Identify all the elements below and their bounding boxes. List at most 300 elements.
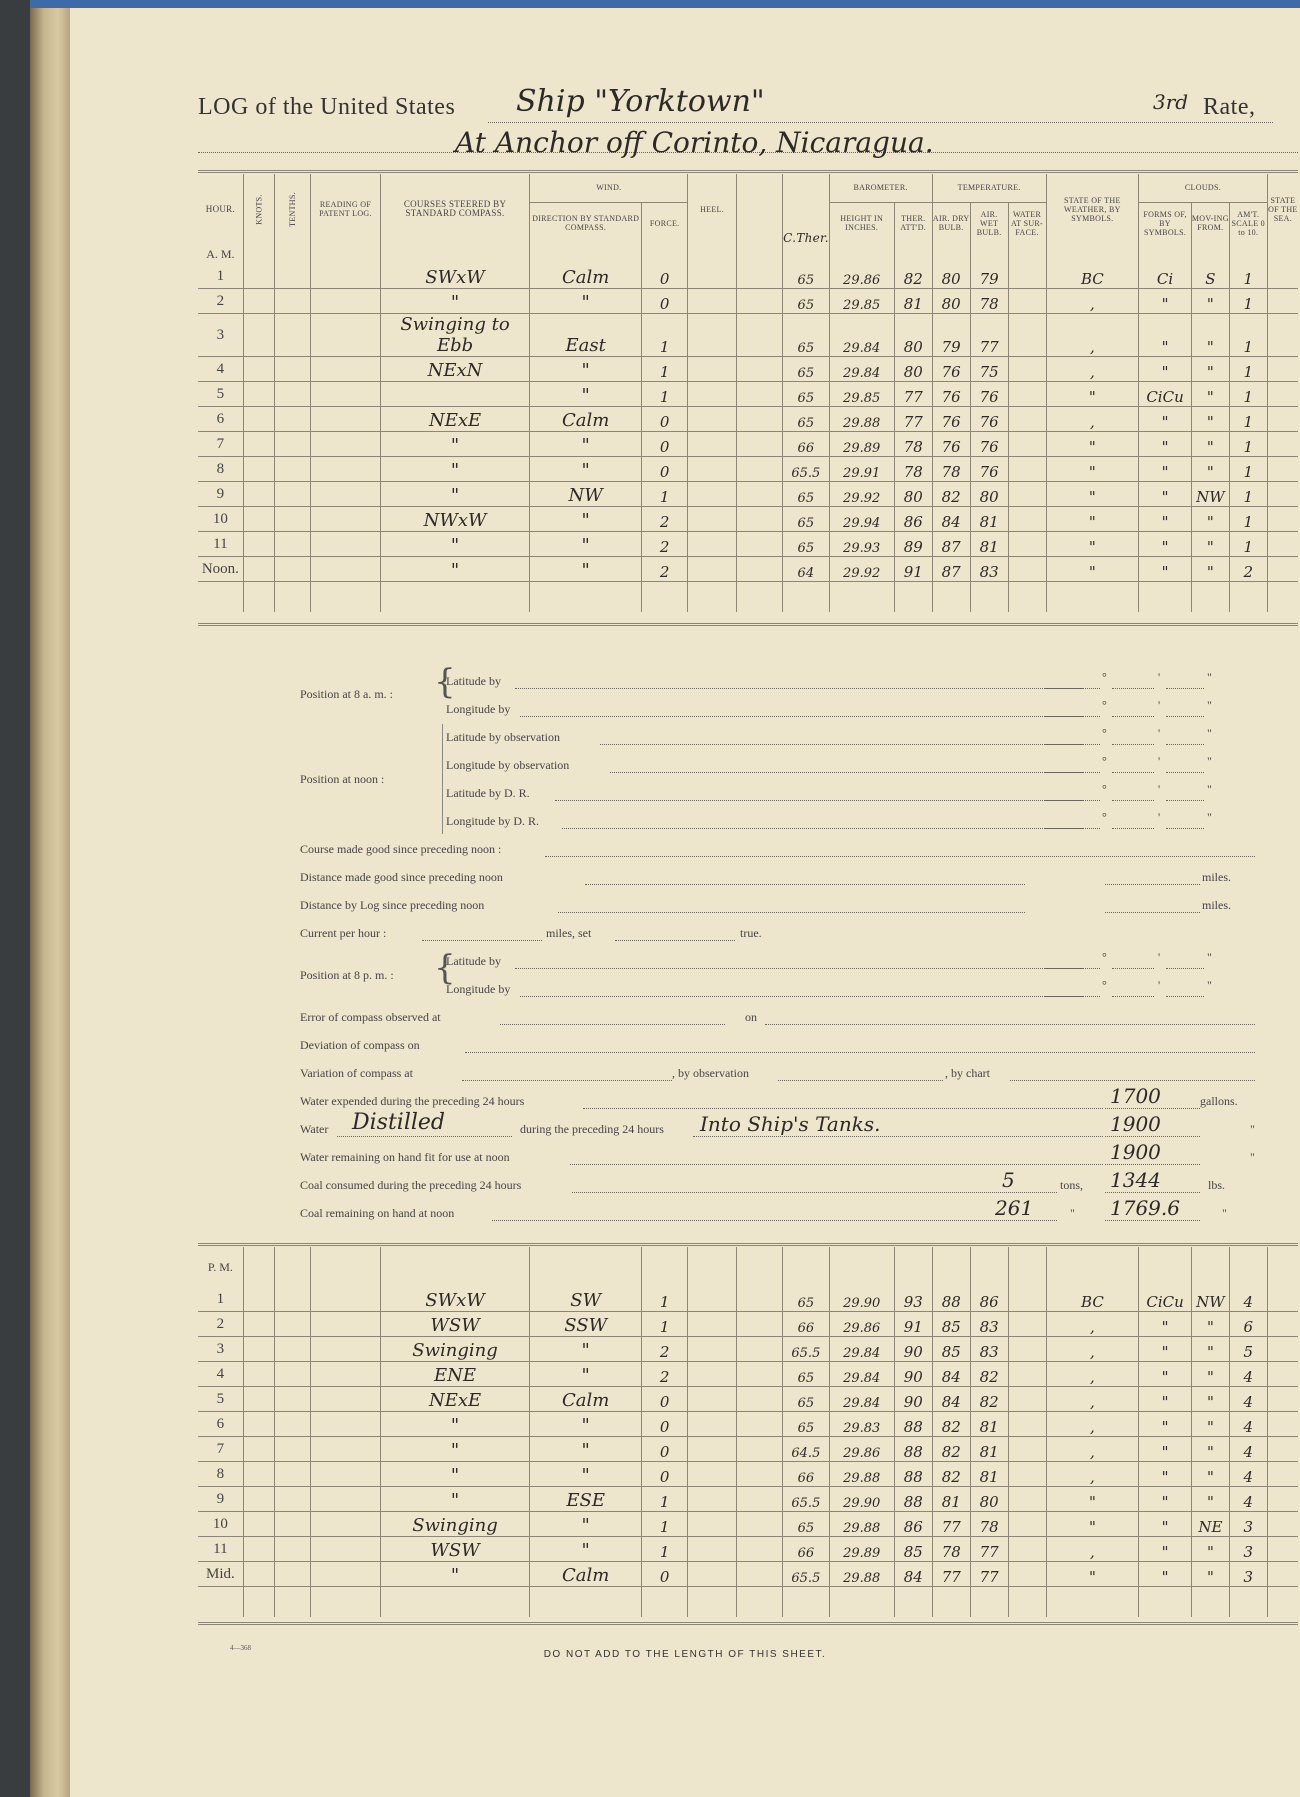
pm-moving-cell: " [1191, 1362, 1229, 1387]
title-printed: LOG of the United States [198, 94, 456, 120]
pm-empty-cell [275, 1512, 311, 1537]
pm-course-cell: " [380, 1487, 530, 1512]
pm-empty-cell [275, 1462, 311, 1487]
pm-extra-cell: 66 [783, 1462, 829, 1487]
am-baro-cell: 29.86 [829, 264, 894, 289]
dist-made-label: Distance made good since preceding noon [300, 870, 503, 884]
pm-empty-cell [1008, 1537, 1046, 1562]
pm-forms-cell: " [1139, 1562, 1192, 1587]
coord-sec-mark: " [1207, 810, 1212, 824]
pos-8pm-label: Position at 8 p. m. : [300, 968, 394, 982]
am-ther-cell: 78 [894, 457, 932, 482]
am-forms-cell: " [1139, 532, 1192, 557]
water-during-label: during the preceding 24 hours [520, 1122, 664, 1136]
am-ther-cell: 89 [894, 532, 932, 557]
col-ther-attd: THER. ATT'D. [894, 202, 932, 244]
pm-forms-cell: " [1139, 1412, 1192, 1437]
water-method: Distilled [352, 1110, 446, 1135]
coal-consumed-label: Coal consumed during the preceding 24 hours [300, 1178, 522, 1192]
pm-dry-cell: 84 [932, 1387, 970, 1412]
am-weather-cell: , [1046, 357, 1139, 382]
am-hour-cell: 5 [198, 382, 243, 407]
pm-baro-cell: 29.90 [829, 1287, 894, 1312]
log-sheet [70, 8, 1300, 1797]
pm-amount-cell: 3 [1229, 1512, 1267, 1537]
am-empty-cell [243, 482, 275, 507]
pos-8pm-lat-label: Latitude by [446, 954, 501, 968]
pm-course-cell: " [380, 1562, 530, 1587]
am-course-cell: SWxW [380, 264, 530, 289]
pm-amount-cell: 4 [1229, 1387, 1267, 1412]
water-remaining-value: 1900 [1110, 1140, 1161, 1164]
pm-empty-cell [1008, 1387, 1046, 1412]
pm-empty-cell [688, 1512, 736, 1537]
pm-empty-cell [275, 1337, 311, 1362]
am-hour-cell: 2 [198, 289, 243, 314]
pm-hour-cell: 11 [198, 1537, 243, 1562]
am-moving-cell: NW [1191, 482, 1229, 507]
col-sea: STATE OF THE SEA. [1267, 174, 1298, 244]
pm-ther-cell: 88 [894, 1487, 932, 1512]
pm-amount-cell: 4 [1229, 1462, 1267, 1487]
pm-course-cell: WSW [380, 1312, 530, 1337]
pm-ther-cell: 90 [894, 1362, 932, 1387]
pm-weather-cell: " [1046, 1562, 1139, 1587]
pm-dry-cell: 82 [932, 1437, 970, 1462]
pm-empty-cell [736, 1487, 782, 1512]
lon-obs-label: Longitude by observation [446, 758, 570, 772]
am-baro-cell: 29.85 [829, 382, 894, 407]
water-distilled-value: 1900 [1110, 1112, 1161, 1136]
pm-ther-cell: 84 [894, 1562, 932, 1587]
col-air-dry: AIR. DRY BULB. [932, 202, 970, 244]
am-empty-cell [243, 264, 275, 289]
pm-course-cell: Swinging [380, 1337, 530, 1362]
am-baro-cell: 29.85 [829, 289, 894, 314]
pm-empty-cell [1008, 1562, 1046, 1587]
pm-wet-cell: 86 [970, 1287, 1008, 1312]
col-wind-direction: DIRECTION BY STANDARD COMPASS. [530, 202, 642, 244]
am-baro-cell: 29.94 [829, 507, 894, 532]
am-dry-cell: 78 [932, 457, 970, 482]
pm-force-cell: 1 [642, 1487, 688, 1512]
pm-empty-cell [1008, 1462, 1046, 1487]
pm-empty-cell [1267, 1437, 1298, 1462]
am-course-cell: " [380, 557, 530, 582]
pm-weather-cell: , [1046, 1312, 1139, 1337]
pm-force-cell: 2 [642, 1337, 688, 1362]
am-moving-cell: " [1191, 432, 1229, 457]
coord-sec-mark: " [1207, 670, 1212, 684]
pm-force-cell: 1 [642, 1512, 688, 1537]
coal-consumed-lbs-unit: lbs. [1208, 1178, 1226, 1192]
pm-baro-cell: 29.86 [829, 1437, 894, 1462]
am-wind-dir-cell: Calm [530, 264, 642, 289]
pm-empty-cell [243, 1312, 275, 1337]
am-empty-cell [243, 557, 275, 582]
am-empty-cell [243, 314, 275, 357]
pm-moving-cell: " [1191, 1487, 1229, 1512]
am-wind-dir-cell: " [530, 357, 642, 382]
am-weather-cell: , [1046, 289, 1139, 314]
am-ther-cell: 81 [894, 289, 932, 314]
am-ther-cell: 78 [894, 432, 932, 457]
coal-consumed-tons-unit: tons, [1060, 1178, 1084, 1192]
error-compass-on: on [745, 1010, 757, 1024]
coal-consumed-lbs: 1344 [1110, 1168, 1161, 1192]
pm-moving-cell: " [1191, 1387, 1229, 1412]
footer-notice: DO NOT ADD TO THE LENGTH OF THIS SHEET. [543, 1649, 827, 1660]
am-ther-cell: 91 [894, 557, 932, 582]
am-force-cell: 0 [642, 457, 688, 482]
pm-empty-cell [275, 1362, 311, 1387]
pm-amount-cell: 4 [1229, 1362, 1267, 1387]
col-cloud-moving: MOV-ING FROM. [1191, 202, 1229, 244]
am-dry-cell: 82 [932, 482, 970, 507]
coord-sec-mark: " [1207, 698, 1212, 712]
am-amount-cell: 1 [1229, 432, 1267, 457]
pm-row [198, 1437, 1298, 1462]
am-empty-cell [243, 432, 275, 457]
current-label: Current per hour : [300, 926, 387, 940]
am-empty-cell [243, 457, 275, 482]
am-wet-cell: 80 [970, 482, 1008, 507]
pm-ther-cell: 88 [894, 1437, 932, 1462]
am-wind-dir-cell: " [530, 289, 642, 314]
pm-empty-cell [1267, 1362, 1298, 1387]
water-distilled-ditto: " [1250, 1122, 1255, 1136]
coord-sec-mark: " [1207, 754, 1212, 768]
coal-remaining-tons: 261 [995, 1196, 1034, 1220]
am-moving-cell: " [1191, 532, 1229, 557]
coal-remaining-ditto: " [1070, 1206, 1075, 1220]
pm-extra-cell: 65.5 [783, 1487, 829, 1512]
lat-dr-label: Latitude by D. R. [446, 786, 530, 800]
am-force-cell: 2 [642, 557, 688, 582]
pm-dry-cell: 77 [932, 1512, 970, 1537]
am-extra-cell: 65.5 [783, 457, 829, 482]
am-dry-cell: 80 [932, 289, 970, 314]
pm-dry-cell: 81 [932, 1487, 970, 1512]
pm-empty-cell [243, 1462, 275, 1487]
pm-dry-cell: 85 [932, 1337, 970, 1362]
pm-empty-cell [688, 1362, 736, 1387]
am-dry-cell: 76 [932, 357, 970, 382]
pm-row [198, 1362, 1298, 1387]
pm-course-cell: NExE [380, 1387, 530, 1412]
am-extra-cell: 65 [783, 407, 829, 432]
am-course-cell: " [380, 432, 530, 457]
pm-label: P. M. [207, 1259, 233, 1274]
pm-wet-cell: 81 [970, 1462, 1008, 1487]
am-forms-cell: " [1139, 314, 1192, 357]
am-weather-cell: " [1046, 482, 1139, 507]
pm-amount-cell: 6 [1229, 1312, 1267, 1337]
pm-empty-cell [243, 1512, 275, 1537]
pm-empty-cell [688, 1412, 736, 1437]
col-courses: COURSES STEERED BY STANDARD COMPASS. [380, 174, 530, 244]
dist-log-miles: miles. [1202, 898, 1231, 912]
pm-empty-cell [243, 1412, 275, 1437]
am-extra-cell: 65 [783, 382, 829, 407]
pm-empty-cell [1267, 1312, 1298, 1337]
am-course-cell: Swinging to Ebb [380, 314, 530, 357]
pm-empty-cell [243, 1362, 275, 1387]
am-hour-cell: Noon. [198, 557, 243, 582]
pm-amount-cell: 4 [1229, 1412, 1267, 1437]
pm-force-cell: 0 [642, 1412, 688, 1437]
am-empty-cell [243, 507, 275, 532]
pm-bottom-rule [198, 1622, 1298, 1625]
variation-by-chart: , by chart [945, 1066, 990, 1080]
pm-empty-cell [688, 1562, 736, 1587]
am-baro-cell: 29.93 [829, 532, 894, 557]
pm-empty-cell [311, 1562, 381, 1587]
am-force-cell: 1 [642, 482, 688, 507]
pm-extra-cell: 66 [783, 1537, 829, 1562]
pm-ther-cell: 85 [894, 1537, 932, 1562]
pm-empty-cell [1267, 1287, 1298, 1312]
pm-empty-cell [688, 1287, 736, 1312]
am-amount-cell: 1 [1229, 289, 1267, 314]
pm-course-cell: SWxW [380, 1287, 530, 1312]
pm-hour-cell: 1 [198, 1287, 243, 1312]
am-moving-cell: " [1191, 314, 1229, 357]
pm-ther-cell: 88 [894, 1412, 932, 1437]
pm-weather-cell: , [1046, 1337, 1139, 1362]
am-force-cell: 0 [642, 432, 688, 457]
coord-sec-mark: " [1207, 950, 1212, 964]
col-weather: STATE OF THE WEATHER, BY SYMBOLS. [1046, 174, 1139, 244]
am-ther-cell: 86 [894, 507, 932, 532]
error-compass-label: Error of compass observed at [300, 1010, 441, 1024]
am-ther-cell: 80 [894, 482, 932, 507]
pm-empty-cell [1267, 1337, 1298, 1362]
pm-forms-cell: " [1139, 1462, 1192, 1487]
position-form: Position at 8 a. m. : { Latitude by Longitude by Position at noon : Latitude by observation Longitude by observation Latitude by D. R. Longitude by D. R. Course made good since preceding noon : Distance made good since preceding noon miles. Distance by Log since preceding noon miles. Current per hour : miles, set true. Position at 8 p. m. : { Latitude by Longitude by Error of compass observed at on Deviation of compass on Variation of compass at , by observation , by chart Water expended during the preceding 24 hours 1700 gallons. Water Distilled during the preceding 24 hours Into Ship's Tanks. 1900 " Water remaining on hand fit for use at noon 1900 " Coal consumed during the preceding 24 hours 5 tons, 1344 lbs. Coal remaining on hand at noon 261 " 1769.6 " ° ' " ° ' " ° ' " ° ' " ° ' " ° ' " ° ' " ° ' " [300, 662, 1255, 1220]
am-hour-cell: 6 [198, 407, 243, 432]
am-extra-cell: 65 [783, 507, 829, 532]
pm-row [198, 1412, 1298, 1437]
pm-wind-dir-cell: Calm [530, 1387, 642, 1412]
pm-ther-cell: 86 [894, 1512, 932, 1537]
pm-hour-cell: 4 [198, 1362, 243, 1387]
coord-deg-mark: ° [1102, 726, 1107, 740]
pm-wet-cell: 78 [970, 1512, 1008, 1537]
pm-empty-cell [1267, 1462, 1298, 1487]
pm-hour-cell: 9 [198, 1487, 243, 1512]
pm-empty-cell [1008, 1437, 1046, 1462]
pm-extra-cell: 66 [783, 1312, 829, 1337]
am-wet-cell: 78 [970, 289, 1008, 314]
am-wet-cell: 76 [970, 432, 1008, 457]
pm-force-cell: 0 [642, 1437, 688, 1462]
pm-baro-cell: 29.84 [829, 1362, 894, 1387]
am-extra-cell: 65 [783, 264, 829, 289]
pm-hour-cell: 2 [198, 1312, 243, 1337]
pm-wind-dir-cell: " [530, 1512, 642, 1537]
am-hour-cell: 8 [198, 457, 243, 482]
pm-row [198, 1287, 1298, 1312]
pm-force-cell: 1 [642, 1287, 688, 1312]
pm-moving-cell: " [1191, 1412, 1229, 1437]
pm-wet-cell: 77 [970, 1562, 1008, 1587]
pm-ther-cell: 88 [894, 1462, 932, 1487]
pm-wet-cell: 83 [970, 1312, 1008, 1337]
pm-course-cell: " [380, 1462, 530, 1487]
pm-empty-cell [243, 1537, 275, 1562]
pm-extra-cell: 65.5 [783, 1562, 829, 1587]
pm-course-cell: " [380, 1412, 530, 1437]
am-wet-cell: 76 [970, 457, 1008, 482]
am-forms-cell: " [1139, 407, 1192, 432]
pm-wet-cell: 80 [970, 1487, 1008, 1512]
am-baro-cell: 29.91 [829, 457, 894, 482]
am-weather-cell: , [1046, 314, 1139, 357]
pm-spacer-row [198, 1587, 1298, 1617]
pm-ther-cell: 90 [894, 1387, 932, 1412]
pm-forms-cell: " [1139, 1437, 1192, 1462]
am-amount-cell: 1 [1229, 532, 1267, 557]
pm-course-cell: ENE [380, 1362, 530, 1387]
pm-wet-cell: 82 [970, 1387, 1008, 1412]
pm-empty-cell [1267, 1387, 1298, 1412]
pm-baro-cell: 29.86 [829, 1312, 894, 1337]
am-ther-cell: 80 [894, 314, 932, 357]
pm-weather-cell: , [1046, 1412, 1139, 1437]
water-label: Water [300, 1122, 329, 1136]
am-dry-cell: 80 [932, 264, 970, 289]
pm-empty-cell [1008, 1362, 1046, 1387]
water-expended-label: Water expended during the preceding 24 hours [300, 1094, 525, 1108]
am-baro-cell: 29.92 [829, 482, 894, 507]
pm-amount-cell: 3 [1229, 1537, 1267, 1562]
am-wet-cell: 76 [970, 407, 1008, 432]
am-extra-cell: 66 [783, 432, 829, 457]
pm-amount-cell: 4 [1229, 1287, 1267, 1312]
pm-empty-cell [1267, 1537, 1298, 1562]
pm-dry-cell: 77 [932, 1562, 970, 1587]
lat-obs-label: Latitude by observation [446, 730, 560, 744]
am-forms-cell: " [1139, 289, 1192, 314]
pm-empty-cell [311, 1412, 381, 1437]
pm-forms-cell: " [1139, 1337, 1192, 1362]
pm-row [198, 1312, 1298, 1337]
am-amount-cell: 1 [1229, 482, 1267, 507]
ship-location: At Anchor off Corinto, Nicaragua. [455, 126, 934, 159]
am-baro-cell: 29.84 [829, 314, 894, 357]
pm-ther-cell: 93 [894, 1287, 932, 1312]
dist-made-miles: miles. [1202, 870, 1231, 884]
pm-wind-dir-cell: " [530, 1437, 642, 1462]
current-miles-set: miles, set [546, 926, 592, 940]
am-empty-cell [243, 532, 275, 557]
pm-empty-cell [736, 1387, 782, 1412]
pm-weather-cell: , [1046, 1362, 1139, 1387]
col-knots: KNOTS. [243, 174, 275, 244]
pm-row [198, 1337, 1298, 1362]
am-weather-cell: " [1046, 432, 1139, 457]
am-wind-dir-cell: " [530, 382, 642, 407]
am-wet-cell: 83 [970, 557, 1008, 582]
pm-row [198, 1537, 1298, 1562]
am-hour-cell: 3 [198, 314, 243, 357]
pm-empty-cell [688, 1337, 736, 1362]
am-force-cell: 0 [642, 264, 688, 289]
coord-deg-mark: ° [1102, 754, 1107, 768]
pm-moving-cell: NE [1191, 1512, 1229, 1537]
am-amount-cell: 1 [1229, 457, 1267, 482]
am-wet-cell: 79 [970, 264, 1008, 289]
pm-dry-cell: 78 [932, 1537, 970, 1562]
col-barometer: BAROMETER. [829, 174, 932, 202]
pm-weather-cell: , [1046, 1387, 1139, 1412]
am-moving-cell: S [1191, 264, 1229, 289]
am-moving-cell: " [1191, 507, 1229, 532]
am-wet-cell: 77 [970, 314, 1008, 357]
am-ther-cell: 80 [894, 357, 932, 382]
pm-wind-dir-cell: SSW [530, 1312, 642, 1337]
am-ther-cell: 77 [894, 382, 932, 407]
pm-empty-cell [311, 1287, 381, 1312]
pm-empty-cell [311, 1362, 381, 1387]
pm-force-cell: 0 [642, 1462, 688, 1487]
am-baro-cell: 29.89 [829, 432, 894, 457]
am-moving-cell: " [1191, 289, 1229, 314]
pm-force-cell: 0 [642, 1387, 688, 1412]
pm-empty-cell [275, 1537, 311, 1562]
pm-label-row [198, 1247, 1298, 1287]
coord-min-mark: ' [1158, 978, 1161, 992]
am-wind-dir-cell: NW [530, 482, 642, 507]
pm-rows [198, 1247, 1298, 1617]
pm-dry-cell: 85 [932, 1312, 970, 1337]
pm-empty-cell [688, 1487, 736, 1512]
pm-empty-cell [275, 1562, 311, 1587]
am-hour-cell: 4 [198, 357, 243, 382]
pos-8am-lon-label: Longitude by [446, 702, 511, 716]
pm-force-cell: 2 [642, 1362, 688, 1387]
pm-wind-dir-cell: Calm [530, 1562, 642, 1587]
water-remaining-label: Water remaining on hand fit for use at noon [300, 1150, 510, 1164]
pm-empty-cell [1267, 1412, 1298, 1437]
am-course-cell: NExE [380, 407, 530, 432]
pm-course-cell: Swinging [380, 1512, 530, 1537]
am-empty-cell [243, 407, 275, 432]
coord-min-mark: ' [1158, 670, 1161, 684]
am-extra-cell: 65 [783, 289, 829, 314]
am-amount-cell: 1 [1229, 507, 1267, 532]
col-cloud-forms: FORMS OF, BY SYMBOLS. [1139, 202, 1192, 244]
pm-empty-cell [1008, 1512, 1046, 1537]
form-number: 4—368 [230, 1644, 251, 1652]
am-course-cell: " [380, 457, 530, 482]
pm-course-cell: WSW [380, 1537, 530, 1562]
am-weather-cell: " [1046, 507, 1139, 532]
am-hour-cell: 11 [198, 532, 243, 557]
pm-dry-cell: 82 [932, 1462, 970, 1487]
am-dry-cell: 76 [932, 407, 970, 432]
water-remaining-ditto: " [1250, 1150, 1255, 1164]
pm-forms-cell: CiCu [1139, 1287, 1192, 1312]
am-wind-dir-cell: " [530, 457, 642, 482]
am-baro-cell: 29.84 [829, 357, 894, 382]
am-amount-cell: 1 [1229, 407, 1267, 432]
am-baro-cell: 29.88 [829, 407, 894, 432]
pm-moving-cell: " [1191, 1462, 1229, 1487]
am-wet-cell: 76 [970, 382, 1008, 407]
am-weather-cell: " [1046, 382, 1139, 407]
